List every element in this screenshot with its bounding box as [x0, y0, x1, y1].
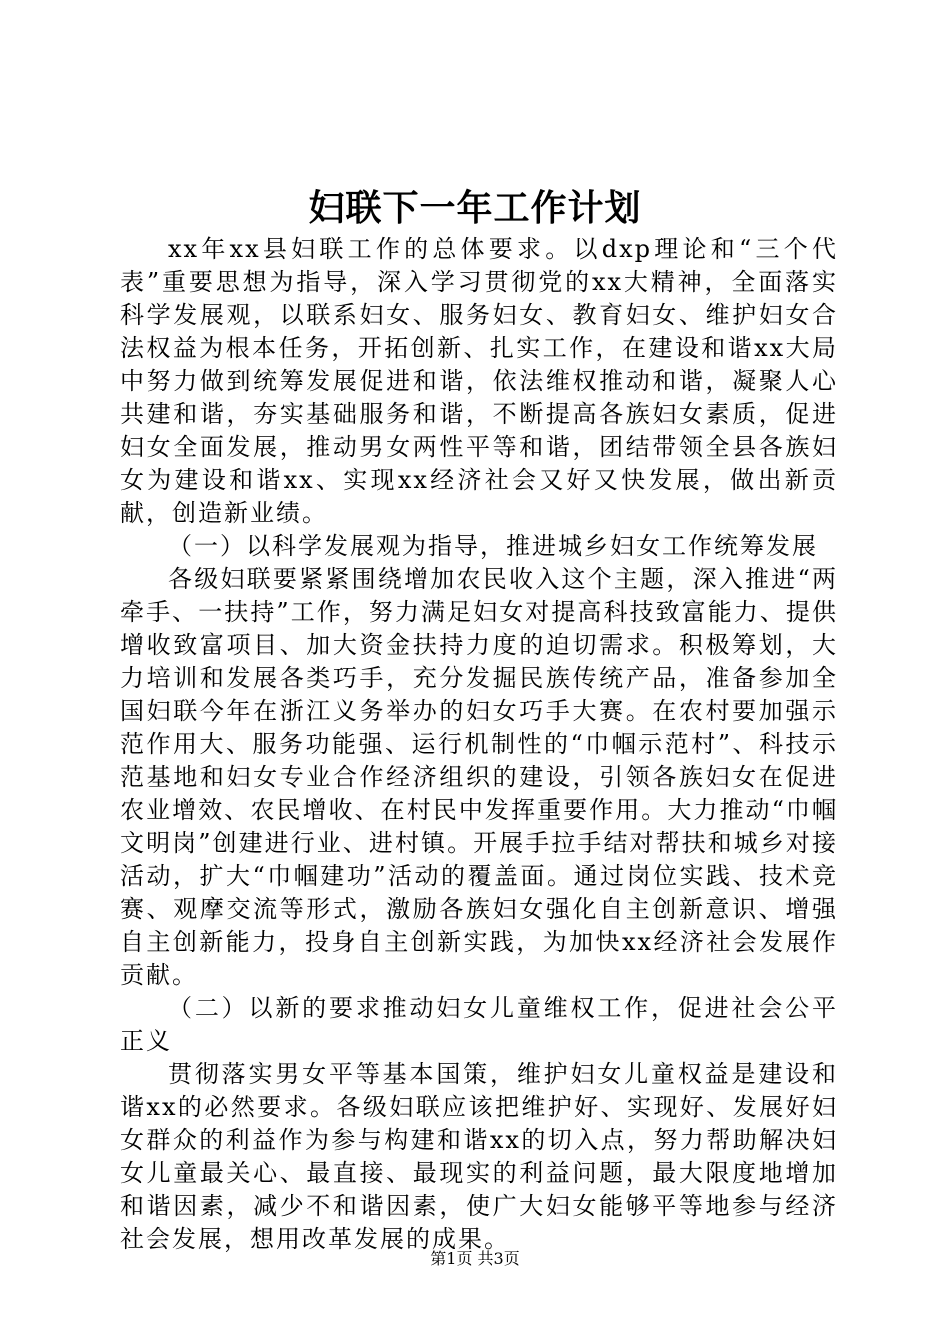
section-heading-1: （一）以科学发展观为指导，推进城乡妇女工作统筹发展	[168, 532, 818, 560]
document-body	[120, 233, 838, 1256]
paragraph-section-2: 贯彻落实男女平等基本国策，维护妇女儿童权益是建设和谐xx的必然要求。各级妇联应该把维护好、实现好、发展好妇女群众的利益作为参与构建和谐xx的切入点，努力帮助解决妇女儿童最关心、最直接、最现实的利益问题，最大限度地增加和谐因素，减少不和谐因素，使广大妇女能够平等地参与经济社会发展，想用改革发展的成果。	[120, 1060, 838, 1253]
paragraph-section-1: 各级妇联要紧紧围绕增加农民收入这个主题，深入推进“两牵手、一扶持”工作，努力满足妇女对提高科技致富能力、提供增收致富项目、加大资金扶持力度的迫切需求。积极筹划，大力培训和发展各类巧手，充分发掘民族传统产品，准备参加全国妇联今年在浙江义务举办的妇女巧手大赛。在农村要加强示范作用大、服务功能强、运行机制性的“巾帼示范村”、科技示范基地和妇女专业合作经济组织的建设，引领各族妇女在促进农业增效、农民增收、在村民中发挥重要作用。大力推动“巾帼文明岗”创建进行业、进村镇。开展手拉手结对帮扶和城乡对接活动，扩大“巾帼建功”活动的覆盖面。通过岗位实践、技术竞赛、观摩交流等形式，激励各族妇女强化自主创新意识、增强自主创新能力，投身自主创新实践，为加快xx经济社会发展作贡献。	[120, 565, 838, 989]
section-heading-2: （二）以新的要求推动妇女儿童维权工作，促进社会公平正义	[120, 994, 838, 1055]
page-number-footer: 第1页 共3页	[430, 1249, 520, 1268]
document-title: 妇联下一年工作计划	[308, 187, 642, 229]
paragraph-overview: xx年xx县妇联工作的总体要求。以dxp理论和“三个代表”重要思想为指导，深入学习贯彻党的xx大精神，全面落实科学发展观，以联系妇女、服务妇女、教育妇女、维护妇女合法权益为根本任务，开拓创新、扎实工作，在建设和谐xx大局中努力做到统筹发展促进和谐，依法维权推动和谐，凝聚人心共建和谐，夯实基础服务和谐，不断提高各族妇女素质，促进妇女全面发展，推动男女两性平等和谐，团结带领全县各族妇女为建设和谐xx、实现xx经济社会又好又快发展，做出新贡献，创造新业绩。	[120, 235, 838, 527]
